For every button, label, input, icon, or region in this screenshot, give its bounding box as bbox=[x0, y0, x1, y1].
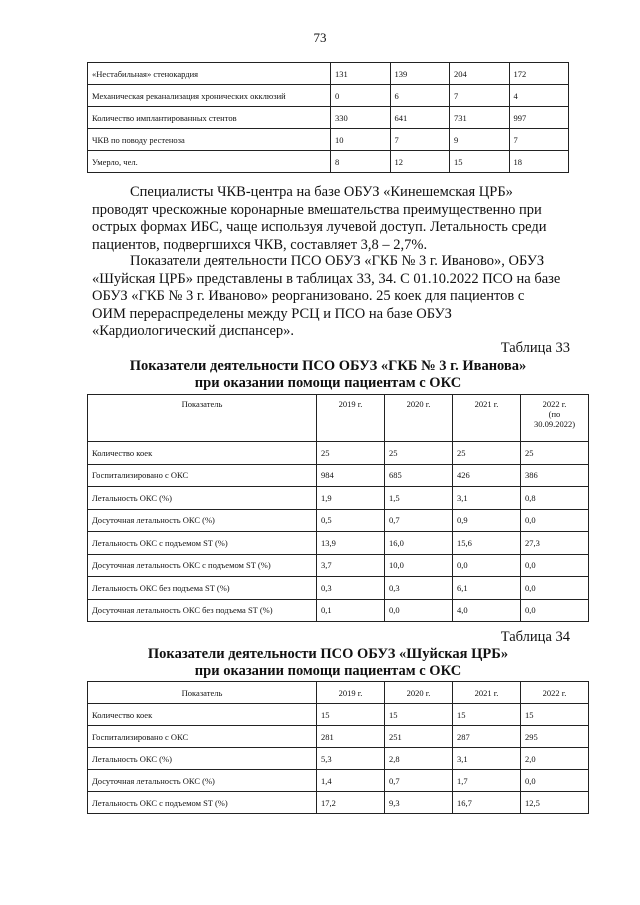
cell-value: 0,0 bbox=[521, 554, 589, 577]
header-2022: 2022 г. bbox=[521, 682, 589, 704]
table-33-title bbox=[87, 358, 569, 392]
table-row bbox=[88, 792, 589, 814]
cell-value: 0,0 bbox=[521, 577, 589, 600]
text-line: острых формах ИБС, чаще используя лучевой доступ. Летальность среди bbox=[92, 219, 547, 235]
cell-value: 997 bbox=[509, 107, 569, 129]
cell-value: 15 bbox=[317, 704, 385, 726]
title-line: при оказании помощи пациентам с ОКС bbox=[194, 375, 462, 391]
row-label: Досуточная летальность ОКС (%) bbox=[88, 770, 317, 792]
table-row bbox=[88, 554, 589, 577]
cell-value: 131 bbox=[331, 63, 391, 85]
table-row bbox=[88, 129, 569, 151]
row-label: Умерло, чел. bbox=[88, 151, 331, 173]
cell-value: 15,6 bbox=[453, 532, 521, 555]
header-row bbox=[88, 395, 589, 442]
table-row bbox=[88, 726, 589, 748]
paragraph-pci-center bbox=[92, 184, 570, 254]
cell-value: 1,9 bbox=[317, 487, 385, 510]
cell-value: 0,5 bbox=[317, 509, 385, 532]
table-34 bbox=[87, 681, 589, 814]
cell-value: 12 bbox=[390, 151, 450, 173]
row-label: Досуточная летальность ОКС (%) bbox=[88, 509, 317, 532]
text-line: «Шуйская ЦРБ» представлены в таблицах 33, 34. С 01.10.2022 ПСО на базе bbox=[92, 270, 561, 287]
header-2022-line: (по bbox=[548, 409, 561, 419]
top-table bbox=[87, 62, 569, 173]
cell-value: 17,2 bbox=[317, 792, 385, 814]
cell-value: 15 bbox=[453, 704, 521, 726]
table-row bbox=[88, 487, 589, 510]
text-line: ОИМ перераспределены между РСЦ и ПСО на базе ОБУЗ bbox=[92, 305, 452, 322]
cell-value: 13,9 bbox=[317, 532, 385, 555]
cell-value: 0,9 bbox=[453, 509, 521, 532]
cell-value: 25 bbox=[521, 442, 589, 465]
cell-value: 2,0 bbox=[521, 748, 589, 770]
cell-value: 0,0 bbox=[521, 509, 589, 532]
row-label: Механическая реканализация хронических окклюзий bbox=[88, 85, 331, 107]
row-label: Количество коек bbox=[88, 442, 317, 465]
cell-value: 12,5 bbox=[521, 792, 589, 814]
cell-value: 6 bbox=[390, 85, 450, 107]
table-row bbox=[88, 151, 569, 173]
cell-value: 0,3 bbox=[317, 577, 385, 600]
cell-value: 204 bbox=[450, 63, 510, 85]
header-2021: 2021 г. bbox=[453, 682, 521, 704]
cell-value: 7 bbox=[450, 85, 510, 107]
page-number: 73 bbox=[313, 30, 327, 45]
row-label: Госпитализировано с ОКС bbox=[88, 464, 317, 487]
title-line: Показатели деятельности ПСО ОБУЗ «ГКБ № 3 г. Иванова» bbox=[129, 358, 527, 374]
cell-value: 25 bbox=[317, 442, 385, 465]
row-label: Госпитализировано с ОКС bbox=[88, 726, 317, 748]
table-row bbox=[88, 748, 589, 770]
header-2022-line: 30.09.2022) bbox=[533, 419, 576, 429]
cell-value: 5,3 bbox=[317, 748, 385, 770]
table-row bbox=[88, 442, 589, 465]
table-34-label: Таблица 34 bbox=[500, 629, 570, 645]
cell-value: 6,1 bbox=[453, 577, 521, 600]
cell-value: 0 bbox=[331, 85, 391, 107]
text-line: ОБУЗ «ГКБ № 3 г. Иваново» реорганизовано. 25 коек для пациентов с bbox=[92, 288, 525, 304]
cell-value: 281 bbox=[317, 726, 385, 748]
table-34-title bbox=[87, 646, 569, 680]
cell-value: 984 bbox=[317, 464, 385, 487]
row-label: Летальность ОКС (%) bbox=[88, 748, 317, 770]
cell-value: 25 bbox=[453, 442, 521, 465]
cell-value: 7 bbox=[390, 129, 450, 151]
cell-value: 2,8 bbox=[385, 748, 453, 770]
cell-value: 9,3 bbox=[385, 792, 453, 814]
cell-value: 16,7 bbox=[453, 792, 521, 814]
row-label: Летальность ОКС с подъемом ST (%) bbox=[88, 532, 317, 555]
row-label: Досуточная летальность ОКС с подъемом ST (%) bbox=[88, 554, 317, 577]
cell-value: 1,7 bbox=[453, 770, 521, 792]
header-indicator: Показатель bbox=[88, 395, 317, 442]
header-2020: 2020 г. bbox=[385, 395, 453, 442]
text-line: Показатели деятельности ПСО ОБУЗ «ГКБ № 3 г. Иваново», ОБУЗ bbox=[130, 253, 545, 269]
cell-value: 641 bbox=[390, 107, 450, 129]
text-line: Специалисты ЧКВ-центра на базе ОБУЗ «Кинешемская ЦРБ» bbox=[130, 184, 513, 200]
cell-value: 15 bbox=[450, 151, 510, 173]
cell-value: 1,5 bbox=[385, 487, 453, 510]
table-row bbox=[88, 577, 589, 600]
title-line: при оказании помощи пациентам с ОКС bbox=[194, 663, 462, 679]
table-33-label: Таблица 33 bbox=[500, 340, 570, 356]
table-33 bbox=[87, 394, 589, 622]
row-label: Количество коек bbox=[88, 704, 317, 726]
cell-value: 731 bbox=[450, 107, 510, 129]
row-label: Досуточная летальность ОКС без подъема ST (%) bbox=[88, 599, 317, 622]
cell-value: 25 bbox=[385, 442, 453, 465]
cell-value: 10,0 bbox=[385, 554, 453, 577]
cell-value: 0,8 bbox=[521, 487, 589, 510]
title-line: Показатели деятельности ПСО ОБУЗ «Шуйская ЦРБ» bbox=[147, 646, 509, 662]
cell-value: 10 bbox=[331, 129, 391, 151]
header-2022-line: 2022 г. bbox=[542, 399, 567, 409]
cell-value: 15 bbox=[385, 704, 453, 726]
cell-value: 0,0 bbox=[385, 599, 453, 622]
table-row bbox=[88, 63, 569, 85]
cell-value: 16,0 bbox=[385, 532, 453, 555]
cell-value: 9 bbox=[450, 129, 510, 151]
cell-value: 8 bbox=[331, 151, 391, 173]
text-line: «Кардиологический диспансер». bbox=[92, 323, 295, 339]
cell-value: 0,0 bbox=[521, 770, 589, 792]
table-row bbox=[88, 532, 589, 555]
cell-value: 7 bbox=[509, 129, 569, 151]
cell-value: 251 bbox=[385, 726, 453, 748]
cell-value: 139 bbox=[390, 63, 450, 85]
table-row bbox=[88, 599, 589, 622]
cell-value: 287 bbox=[453, 726, 521, 748]
header-2021: 2021 г. bbox=[453, 395, 521, 442]
row-label: Летальность ОКС с подъемом ST (%) bbox=[88, 792, 317, 814]
table-row bbox=[88, 464, 589, 487]
cell-value: 0,1 bbox=[317, 599, 385, 622]
cell-value: 330 bbox=[331, 107, 391, 129]
row-label: Количество имплантированных стентов bbox=[88, 107, 331, 129]
cell-value: 0,0 bbox=[521, 599, 589, 622]
cell-value: 18 bbox=[509, 151, 569, 173]
header-row bbox=[88, 682, 589, 704]
table-row bbox=[88, 85, 569, 107]
cell-value: 0,3 bbox=[385, 577, 453, 600]
cell-value: 172 bbox=[509, 63, 569, 85]
text-line: пациентов, подвергшихся ЧКВ, составляет 3,8 – 2,7%. bbox=[92, 236, 428, 253]
table-row bbox=[88, 509, 589, 532]
cell-value: 3,7 bbox=[317, 554, 385, 577]
row-label: ЧКВ по поводу рестеноза bbox=[88, 129, 331, 151]
cell-value: 0,7 bbox=[385, 509, 453, 532]
text-line: проводят чрескожные коронарные вмешательства преимущественно при bbox=[92, 201, 542, 218]
cell-value: 3,1 bbox=[453, 748, 521, 770]
cell-value: 386 bbox=[521, 464, 589, 487]
cell-value: 3,1 bbox=[453, 487, 521, 510]
table-row bbox=[88, 704, 589, 726]
cell-value: 1,4 bbox=[317, 770, 385, 792]
header-2019: 2019 г. bbox=[317, 395, 385, 442]
row-label: Летальность ОКС (%) bbox=[88, 487, 317, 510]
row-label: «Нестабильная» стенокардия bbox=[88, 63, 331, 85]
cell-value: 0,7 bbox=[385, 770, 453, 792]
cell-value: 4 bbox=[509, 85, 569, 107]
header-indicator: Показатель bbox=[88, 682, 317, 704]
cell-value: 15 bbox=[521, 704, 589, 726]
paragraph-pso-intro bbox=[92, 253, 570, 341]
cell-value: 27,3 bbox=[521, 532, 589, 555]
row-label: Летальность ОКС без подъема ST (%) bbox=[88, 577, 317, 600]
cell-value: 426 bbox=[453, 464, 521, 487]
cell-value: 0,0 bbox=[453, 554, 521, 577]
table-row bbox=[88, 107, 569, 129]
cell-value: 4,0 bbox=[453, 599, 521, 622]
table-row bbox=[88, 770, 589, 792]
header-2022 bbox=[521, 395, 589, 442]
cell-value: 295 bbox=[521, 726, 589, 748]
header-2020: 2020 г. bbox=[385, 682, 453, 704]
header-2019: 2019 г. bbox=[317, 682, 385, 704]
cell-value: 685 bbox=[385, 464, 453, 487]
